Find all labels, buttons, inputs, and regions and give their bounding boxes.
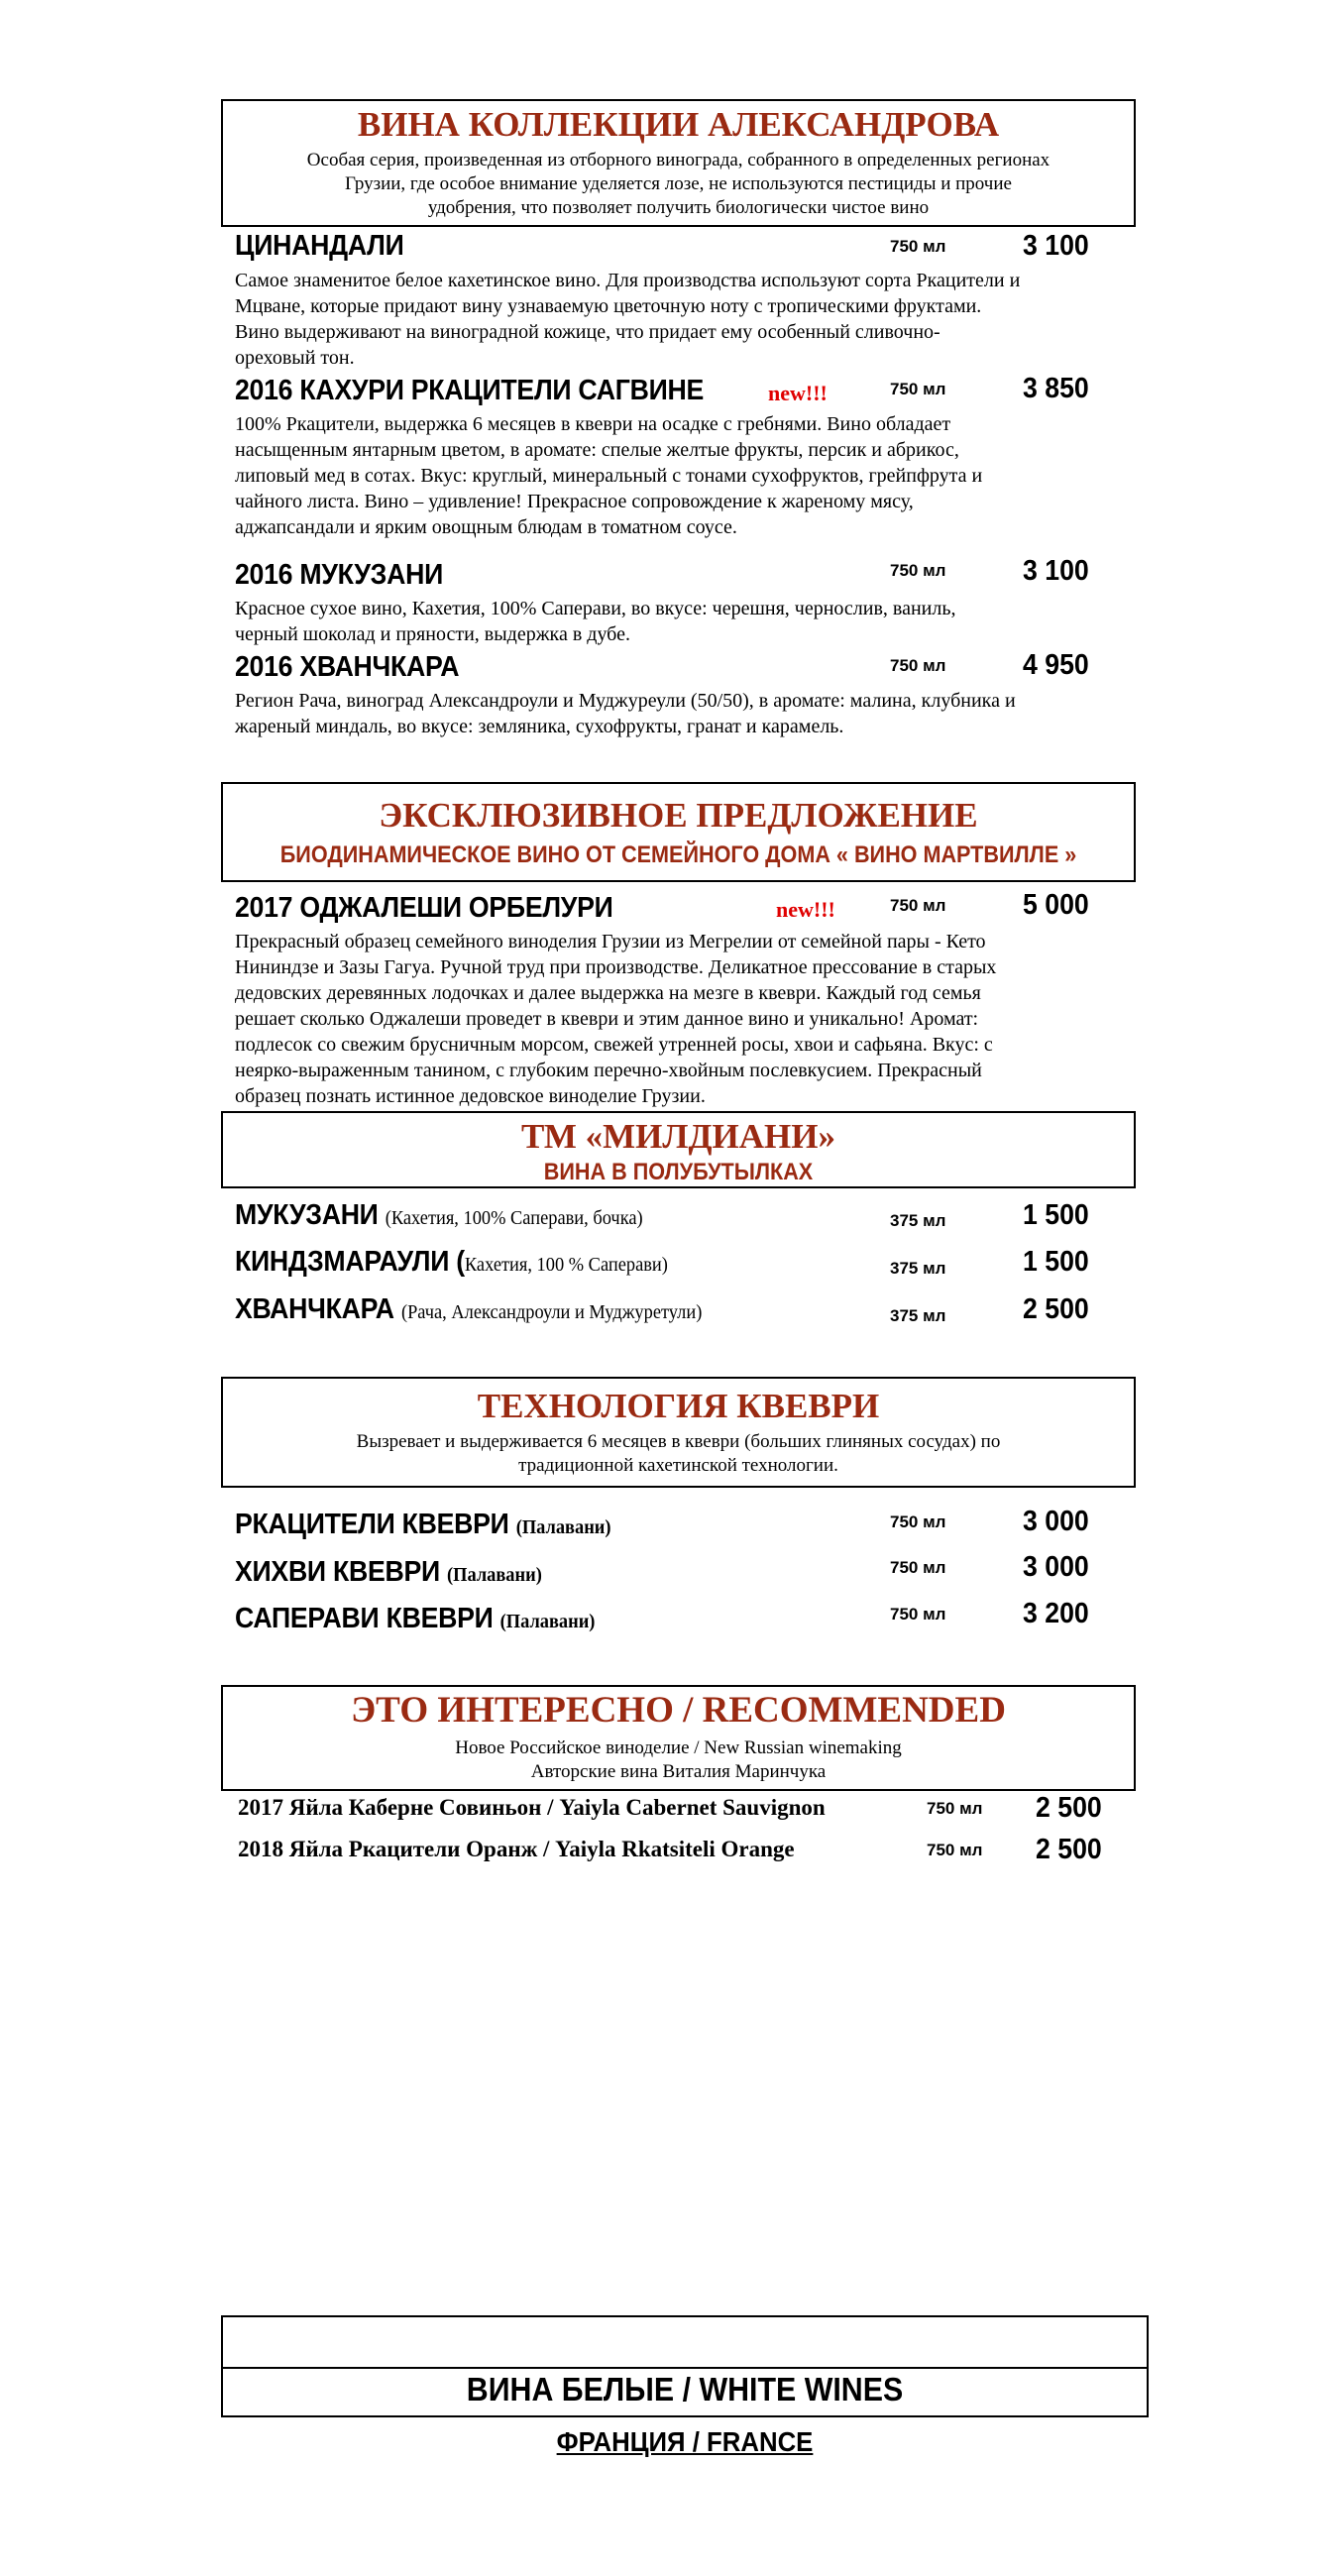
mildiani-subtitle: ВИНА В ПОЛУБУТЫЛКАХ [543,1159,814,1185]
wine-name: 2016 КАХУРИ РКАЦИТЕЛИ САГВИНЕ [235,375,705,406]
exclusive-subtitle: БИОДИНАМИЧЕСКОЕ ВИНО ОТ СЕМЕЙНОГО ДОМА « ВИНО МАРТВИЛЛЕ » [279,841,1077,868]
wine-price: 3 100 [1023,555,1089,587]
wine-price: 3 000 [1023,1551,1089,1583]
recommended-wine-name: 2018 Яйла Ркацители Оранж / Yaiyla Rkatsiteli Orange [238,1837,795,1861]
white-wines-title: ВИНА БЕЛЫЕ / WHITE WINES [466,2371,904,2408]
wine-name: 2016 ХВАНЧКАРА [235,651,460,683]
wine-volume: 750 мл [890,561,946,580]
mildiani-title: ТМ «МИЛДИАНИ» [520,1117,836,1156]
wine-price: 3 200 [1023,1598,1089,1629]
halfbottle-name: ХВАНЧКАРА (Рача, Александроули и Муджуретули) [235,1293,703,1325]
recommended-header-box [221,1685,1136,1791]
mildiani-header-box [221,1111,1136,1188]
wine-volume: 750 мл [927,1841,983,1859]
halfbottle-note: (Рача, Александроули и Муджуретули) [400,1301,703,1323]
qvevri-wine-name: ХИХВИ КВЕВРИ (Палавани) [235,1556,542,1588]
wine-volume: 375 мл [890,1259,946,1278]
wine-price: 3 000 [1023,1506,1089,1537]
recommended-subtitle-1: Новое Российское виноделие / New Russian winemaking [455,1737,902,1758]
wine-price: 2 500 [1036,1792,1102,1824]
wine-volume: 750 мл [890,1512,946,1531]
recommended-wine-name: 2017 Яйла Каберне Совиньон / Yaiyla Cabernet Sauvignon [238,1795,826,1820]
wine-volume: 750 мл [890,237,946,256]
wine-volume: 375 мл [890,1211,946,1230]
new-badge: new!!! [776,897,835,922]
wine-volume: 750 мл [890,1605,946,1624]
qvevri-wine-name: РКАЦИТЕЛИ КВЕВРИ (Палавани) [235,1509,611,1540]
wine-volume: 375 мл [890,1306,946,1325]
halfbottle-note: Кахетия, 100 % Саперави) [464,1254,668,1276]
wine-price: 4 950 [1023,649,1089,681]
wine-price: 2 500 [1036,1834,1102,1865]
qvevri-title: ТЕХНОЛОГИЯ КВЕВРИ [477,1387,880,1425]
wine-description: Красное сухое вино, Кахетия, 100% Саперави, во вкусе: черешня, чернослив, ваниль, черный шоколад и пряности, выдержка в дубе. [235,598,956,645]
country-heading: ФРАНЦИЯ / FRANCE [556,2426,814,2457]
new-badge: new!!! [768,381,828,405]
recommended-subtitle-2: Авторские вина Виталия Маринчука [530,1761,827,1782]
collection-subtitle-2: Грузии, где особое внимание уделяется лозе, не используются пестициды и прочие [345,173,1012,194]
wine-volume: 750 мл [890,896,946,915]
wine-volume: 750 мл [890,656,946,675]
wine-price: 5 000 [1023,889,1089,921]
qvevri-producer-note: (Палавани) [499,1611,596,1632]
wine-price: 3 100 [1023,230,1089,262]
wine-price: 2 500 [1023,1293,1089,1325]
qvevri-producer-note: (Палавани) [515,1516,611,1538]
collection-subtitle-1: Особая серия, произведенная из отборного винограда, собранного в определенных регионах [306,150,1051,170]
wine-name: ЦИНАНДАЛИ [235,230,404,262]
collection-title: ВИНА КОЛЛЕКЦИИ АЛЕКСАНДРОВА [357,105,1000,144]
wine-description: Прекрасный образец семейного виноделия Грузии из Мегрелии от семейной пары - Кето Нининдзе и Зазы Гагуа. Ручной труд при производстве. Деликатное прессование в старых дедовских деревянных лодочках и далее выдержка на мезге в квеври. Каждый год семья решает сколько Оджалеши проведет в квеври и этим данное вино и уникально! Аромат: подлесок со свежим брусничным морсом, свежей утренней росы, хвои и сафьяна. Вкус: с неярко-выраженным танином, с глубоким перечно-хвойным послевкусием. Прекрасный образец познать истинное дедовское виноделие Грузии. [235,931,997,1107]
wine-price: 3 850 [1023,373,1089,404]
qvevri-header-box [221,1377,1136,1488]
wine-description: Регион Рача, виноград Александроули и Муджуреули (50/50), в аромате: малина, клубника и жареный миндаль, во вкусе: земляника, сухофрукты, гранат и карамель. [235,690,1016,737]
wine-description: Самое знаменитое белое кахетинское вино. Для производства используют сорта Ркацители и Мцване, которые придают вину узнаваемую цветочную ноту с тропическими фруктами. Вино выдерживают на виноградной кожице, что придает ему особенный сливочно- ореховый тон. [235,270,1021,369]
wine-name: 2016 МУКУЗАНИ [235,559,443,591]
collection-header-box [221,99,1136,227]
wine-name: 2017 ОДЖАЛЕШИ ОРБЕЛУРИ [235,892,613,924]
qvevri-wine-name: САПЕРАВИ КВЕВРИ (Палавани) [235,1603,596,1634]
qvevri-subtitle-1: Вызревает и выдерживается 6 месяцев в квеври (больших глиняных сосудах) по [356,1431,1001,1452]
wine-price: 1 500 [1023,1199,1089,1231]
collection-subtitle-3: удобрения, что позволяет получить биологически чистое вино [427,197,930,218]
exclusive-header-box [221,782,1136,882]
white-wines-box [221,2315,1149,2417]
wine-volume: 750 мл [890,1558,946,1577]
wine-volume: 750 мл [927,1799,983,1818]
qvevri-producer-note: (Палавани) [447,1564,542,1586]
wine-price: 1 500 [1023,1246,1089,1278]
wine-description: 100% Ркацители, выдержка 6 месяцев в квеври на осадке с гребнями. Вино обладает насыщенным янтарным цветом, в аромате: спелые желтые фрукты, персик и абрикос, липовый мед в сотах. Вкус: круглый, минеральный с тонами сухофруктов, грейпфрута и чайного листа. Вино – удивление! Прекрасное сопровождение к жареному мясу, аджапсандали и ярким овощным блюдам в томатном соусе. [235,413,983,538]
exclusive-title: ЭКСКЛЮЗИВНОЕ ПРЕДЛОЖЕНИЕ [379,796,978,835]
halfbottle-name: МУКУЗАНИ (Кахетия, 100% Саперави, бочка) [235,1199,643,1231]
qvevri-subtitle-2: традиционной кахетинской технологии. [518,1455,838,1476]
recommended-title: ЭТО ИНТЕРЕСНО / RECOMMENDED [351,1690,1006,1731]
halfbottle-note: (Кахетия, 100% Саперави, бочка) [385,1207,643,1229]
white-wines-divider [223,2367,1147,2369]
wine-volume: 750 мл [890,380,946,398]
halfbottle-name: КИНДЗМАРАУЛИ (Кахетия, 100 % Саперави) [235,1246,668,1278]
